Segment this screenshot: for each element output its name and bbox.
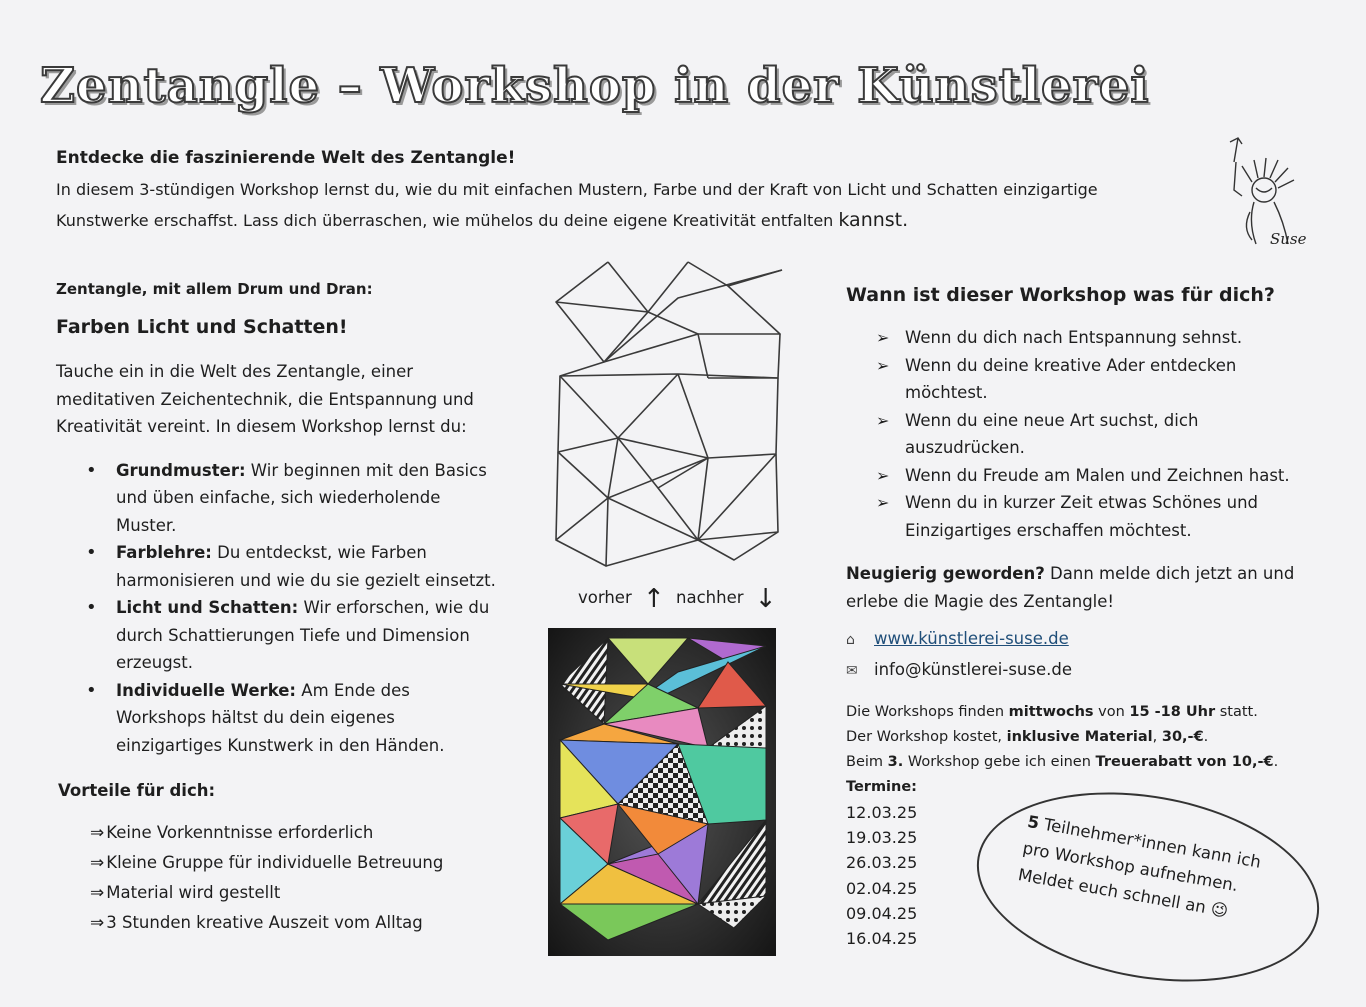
right-heading: Wann ist dieser Workshop was für dich? bbox=[846, 284, 1275, 306]
statue-of-liberty-icon bbox=[1212, 132, 1322, 252]
page-title: Zentangle – Workshop in der Künstlerei bbox=[40, 58, 1150, 114]
double-arrow-icon: ⇒ bbox=[90, 883, 105, 903]
call-to-action bbox=[846, 560, 1316, 616]
info-text: von bbox=[1093, 704, 1130, 720]
workshop-info bbox=[846, 700, 1316, 800]
info-bold: mittwochs bbox=[1008, 704, 1094, 720]
list-item: 09.04.25 bbox=[846, 903, 918, 923]
list-item bbox=[56, 878, 496, 908]
list-item bbox=[56, 457, 496, 540]
list-item bbox=[56, 848, 496, 878]
list-item: 26.03.25 bbox=[846, 853, 918, 873]
wink-emoji-icon: 😉 bbox=[1209, 899, 1230, 921]
list-item: 12.03.25 bbox=[846, 803, 918, 822]
logo-signature: Suse bbox=[1270, 230, 1307, 248]
topic-label: Farblehre: bbox=[116, 543, 212, 562]
cta-text: Dann melde dich jetzt an und erlebe die Magie des Zentangle! bbox=[846, 564, 1295, 611]
zentangle-sketch-before bbox=[548, 258, 788, 578]
list-item: ➢ Wenn du dich nach Entspannung sehnst. bbox=[846, 324, 1316, 352]
contact-block bbox=[846, 624, 1316, 686]
double-arrow-icon: ⇒ bbox=[90, 913, 105, 933]
topic-text: Am Ende des Workshops hältst du dein eigenes einzigartiges Kunstwerk in den Händen. bbox=[116, 680, 445, 755]
topic-list bbox=[56, 457, 496, 760]
topic-label: Licht und Schatten: bbox=[116, 598, 299, 617]
list-item: ➢ Wenn du deine kreative Ader entdecken möchtest. bbox=[846, 352, 1316, 407]
intro-text bbox=[56, 175, 1156, 236]
after-label: nachher bbox=[676, 588, 744, 607]
arrow-down-icon: ↓ bbox=[754, 584, 777, 614]
intro-heading: Entdecke die faszinierende Welt des Zentangle! bbox=[56, 148, 516, 168]
list-item bbox=[56, 677, 496, 760]
cta-bold: Neugierig geworden? bbox=[846, 564, 1045, 583]
info-bold: 15 -18 Uhr bbox=[1129, 704, 1216, 720]
list-item: 16.04.25 bbox=[846, 929, 918, 949]
info-text: statt. bbox=[1215, 704, 1258, 720]
zentangle-artwork-after bbox=[548, 628, 776, 956]
envelope-icon: ✉ bbox=[846, 663, 858, 679]
info-text: , bbox=[1152, 729, 1162, 745]
intro-last-word: kannst. bbox=[838, 209, 909, 231]
topic-label: Individuelle Werke: bbox=[116, 680, 297, 700]
info-text: Workshop gebe ich einen bbox=[903, 754, 1096, 770]
info-bold: Treuerabatt von 10,-€ bbox=[1095, 754, 1274, 770]
advantages-list bbox=[56, 818, 496, 938]
left-heading: Farben Licht und Schatten! bbox=[56, 316, 348, 338]
list-item bbox=[56, 818, 496, 848]
left-subtitle: Zentangle, mit allem Drum und Dran: bbox=[56, 280, 373, 298]
double-arrow-icon: ⇒ bbox=[90, 853, 105, 873]
info-text: Der Workshop kostet, bbox=[846, 729, 1007, 745]
liberty-logo bbox=[1212, 132, 1322, 252]
target-list bbox=[846, 324, 1316, 544]
list-item bbox=[56, 594, 496, 677]
list-item: ➢ Wenn du in kurzer Zeit etwas Schönes und Einzigartiges erschaffen möchtest. bbox=[846, 489, 1316, 544]
left-column bbox=[56, 280, 496, 938]
double-arrow-icon: ⇒ bbox=[90, 823, 105, 843]
advantage-text: 3 Stunden kreative Auszeit vom Alltag bbox=[106, 913, 423, 932]
advantage-text: Material wird gestellt bbox=[106, 883, 281, 902]
info-line-schedule bbox=[846, 700, 1316, 725]
bubble-message: Teilnehmer*innen kann ich pro Workshop aufnehmen. Meldet euch schnell an bbox=[1016, 813, 1263, 917]
info-bold: 30,-€ bbox=[1161, 729, 1204, 745]
info-text: . bbox=[1273, 754, 1279, 770]
info-text: Beim bbox=[846, 754, 888, 770]
before-after-labels bbox=[578, 584, 808, 614]
email-text: info@künstlerei-suse.de bbox=[874, 660, 1072, 679]
email-row bbox=[846, 655, 1316, 686]
bubble-count: 5 bbox=[1026, 811, 1041, 833]
line-sketch bbox=[548, 258, 788, 578]
list-item bbox=[56, 908, 496, 938]
list-item: 02.04.25 bbox=[846, 878, 918, 898]
home-icon: ⌂ bbox=[846, 632, 855, 648]
list-item bbox=[56, 539, 496, 594]
topic-label: Grundmuster: bbox=[116, 460, 246, 480]
before-label: vorher bbox=[578, 588, 632, 607]
advantage-text: Keine Vorkenntnisse erforderlich bbox=[106, 823, 374, 842]
website-row bbox=[846, 624, 1316, 655]
info-bold: inklusive Material bbox=[1006, 729, 1153, 745]
topic-text: Wir erforschen, wie du durch Schattierungen Tiefe und Dimension erzeugst. bbox=[116, 598, 490, 672]
info-line-discount bbox=[846, 750, 1316, 775]
intro-line-1: In diesem 3-stündigen Workshop lernst du, wie du mit einfachen Mustern, Farbe und der Kraft von Licht und Schatten einzigartige bbox=[56, 180, 1098, 199]
dates-heading-text: Termine: bbox=[846, 779, 917, 795]
website-link[interactable]: www.künstlerei-suse.de bbox=[874, 629, 1069, 648]
info-text: . bbox=[1203, 729, 1209, 745]
list-item: ➢ Wenn du Freude am Malen und Zeichnen hast. bbox=[846, 462, 1316, 490]
info-text: Die Workshops finden bbox=[846, 704, 1009, 720]
info-line-price bbox=[846, 725, 1316, 750]
colored-artwork bbox=[548, 628, 776, 956]
advantage-text: Kleine Gruppe für individuelle Betreuung bbox=[106, 853, 444, 872]
info-bold: 3. bbox=[887, 754, 904, 770]
topic-text: Wir beginnen mit den Basics und üben einfache, sich wiederholende Muster. bbox=[116, 460, 487, 535]
topic-text: Du entdeckst, wie Farben harmonisieren und wie du sie gezielt einsetzt. bbox=[116, 543, 496, 590]
intro-line-2: Kunstwerke erschaffst. Lass dich überraschen, wie mühelos du deine eigene Kreativität entfalten bbox=[56, 211, 834, 230]
left-paragraph: Tauche ein in die Welt des Zentangle, einer meditativen Zeichentechnik, die Entspannung und Kreativität vereint. In diesem Workshop lernst du: bbox=[56, 362, 474, 436]
advantages-heading: Vorteile für dich: bbox=[58, 781, 216, 800]
arrow-up-icon: ↑ bbox=[643, 584, 665, 614]
list-item: ➢ Wenn du eine neue Art suchst, dich auszudrücken. bbox=[846, 407, 1316, 462]
list-item: 19.03.25 bbox=[846, 828, 918, 848]
